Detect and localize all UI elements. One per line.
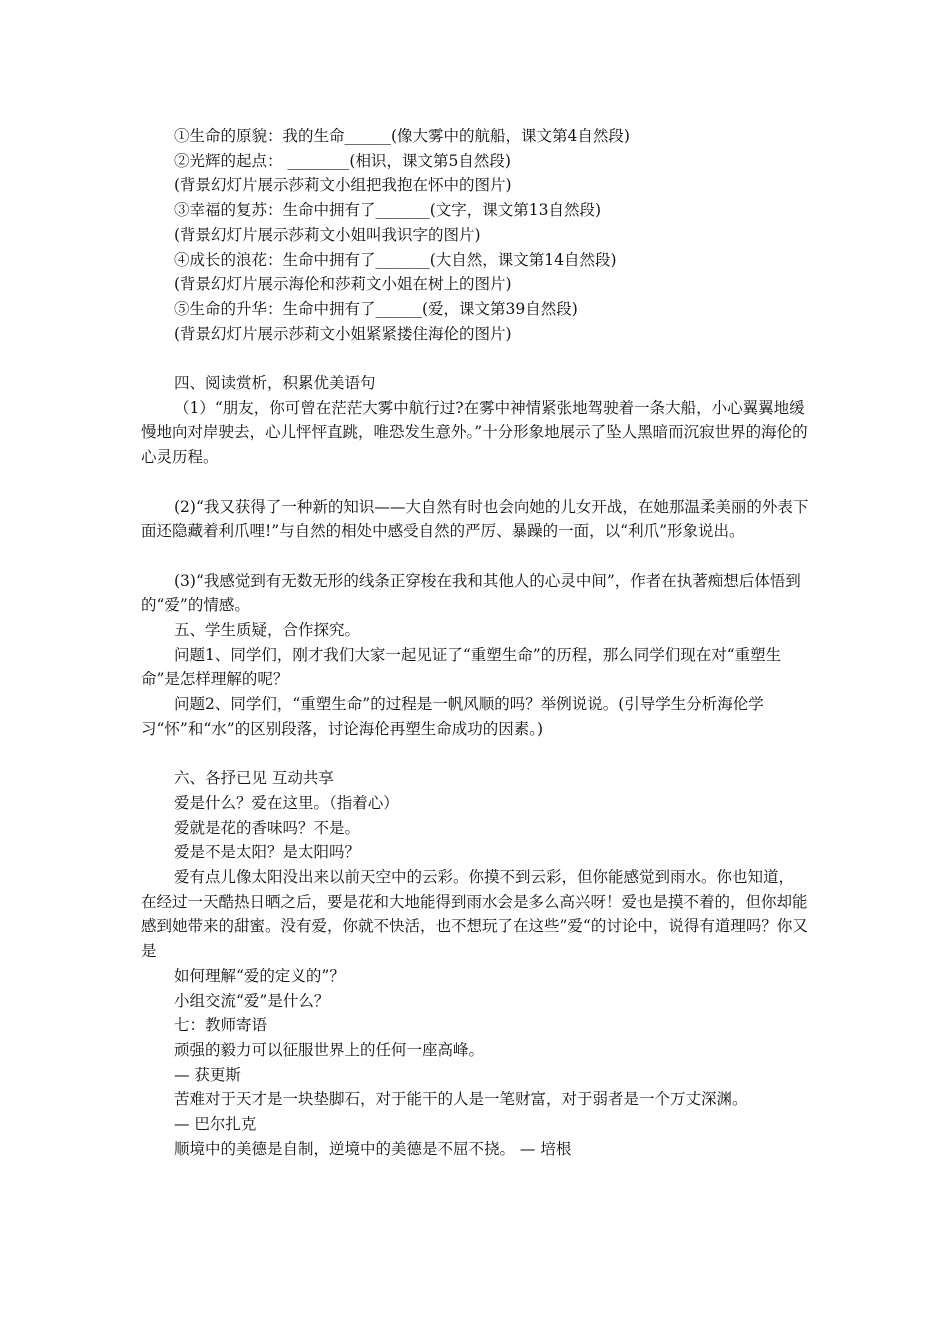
section-4-paragraph-1: （1）“朋友，你可曾在茫茫大雾中航行过?在雾中神情紧张地驾驶着一条大船，小心翼翼地缓慢地向对岸驶去，心儿怦怦直跳，唯恐发生意外。”十分形象地展示了坠人黑暗而沉寂世界的海伦的心灵历程。 bbox=[141, 398, 808, 467]
spacer bbox=[141, 470, 809, 495]
spacer bbox=[141, 346, 809, 371]
step-line: (背景幻灯片展示海伦和莎莉文小姐在树上的图片) bbox=[174, 275, 512, 294]
discussion-line: 爱是什么？爱在这里。（指着心） bbox=[174, 793, 399, 812]
discussion-line: 如何理解“爱的定义的”？ bbox=[174, 966, 345, 985]
step-line: (背景幻灯片展示莎莉文小组把我抱在怀中的图片) bbox=[174, 176, 512, 195]
discussion-line: 爱就是花的香味吗？不是。 bbox=[174, 818, 361, 837]
quote-text: 顺境中的美德是自制，逆境中的美德是不屈不挠。 — 培根 bbox=[174, 1139, 572, 1158]
quote-author: — 获更斯 bbox=[174, 1065, 241, 1084]
section-4-paragraph-2: (2)“我又获得了一种新的知识——大自然有时也会向她的儿女开战，在她那温柔美丽的外表下面还隐藏着利爪哩!”与自然的相处中感受自然的严厉、暴躁的一面，以“利爪”形象说出。 bbox=[141, 497, 809, 541]
section-6-heading: 六、各抒已见 互动共享 bbox=[174, 769, 334, 788]
step-line: ①生命的原貌：我的生命______(像大雾中的航船，课文第4自然段) bbox=[174, 127, 630, 145]
section-4-heading: 四、阅读赏析，积累优美语句 bbox=[174, 374, 376, 393]
step-line: (背景幻灯片展示莎莉文小姐叫我识字的图片) bbox=[174, 225, 481, 244]
step-line: (背景幻灯片展示莎莉文小姐紧紧搂住海伦的图片) bbox=[174, 324, 512, 343]
quote-text: 顽强的毅力可以征服世界上的任何一座高峰。 bbox=[174, 1040, 485, 1059]
quote-author: — 巴尔扎克 bbox=[174, 1115, 257, 1134]
question-2: 问题2、同学们，“重塑生命”的过程是一帆风顺的吗？举例说说。(引导学生分析海伦学习“怀”和“水”的区别段落，讨论海伦再塑生命成功的因素。) bbox=[141, 695, 764, 738]
step-line: ③幸福的复苏：生命中拥有了_______(文字，课文第13自然段) bbox=[174, 201, 602, 220]
section-4-paragraph-3: (3)“我感觉到有无数无形的线条正穿梭在我和其他人的心灵中间”，作者在执著痴想后体悟到的“爱”的情感。 bbox=[141, 571, 801, 615]
section-5-heading: 五、学生质疑，合作探究。 bbox=[174, 621, 361, 640]
spacer bbox=[141, 544, 809, 569]
discussion-paragraph: 爱有点儿像太阳没出来以前天空中的云彩。你摸不到云彩，但你能感觉到雨水。你也知道，在经过一天酷热日晒之后，要是花和大地能得到雨水会是多么高兴呀！爱也是摸不着的，但你却能感到她带来的甜蜜。没有爱，你就不快活，也不想玩了在这些”爱“的讨论中，说得有道理吗？你又是 bbox=[141, 868, 808, 961]
spacer bbox=[141, 742, 809, 767]
discussion-line: 小组交流“爱”是什么？ bbox=[174, 991, 330, 1010]
section-7-heading: 七：教师寄语 bbox=[174, 1016, 268, 1035]
discussion-line: 爱是不是太阳？是太阳吗？ bbox=[174, 843, 361, 862]
step-line: ④成长的浪花：生命中拥有了_______(大自然，课文第14自然段) bbox=[174, 250, 617, 269]
step-line: ②光辉的起点： ________(相识，课文第5自然段) bbox=[174, 151, 511, 170]
quote-text: 苦难对于天才是一块垫脚石，对于能干的人是一笔财富，对于弱者是一个万丈深渊。 bbox=[174, 1090, 748, 1109]
document-body bbox=[141, 124, 809, 1161]
step-line: ⑤生命的升华：生命中拥有了______(爱，课文第39自然段) bbox=[174, 299, 578, 318]
question-1: 问题1、同学们，刚才我们大家一起见证了“重塑生命”的历程，那么同学们现在对“重塑生命”是怎样理解的呢？ bbox=[141, 645, 782, 689]
